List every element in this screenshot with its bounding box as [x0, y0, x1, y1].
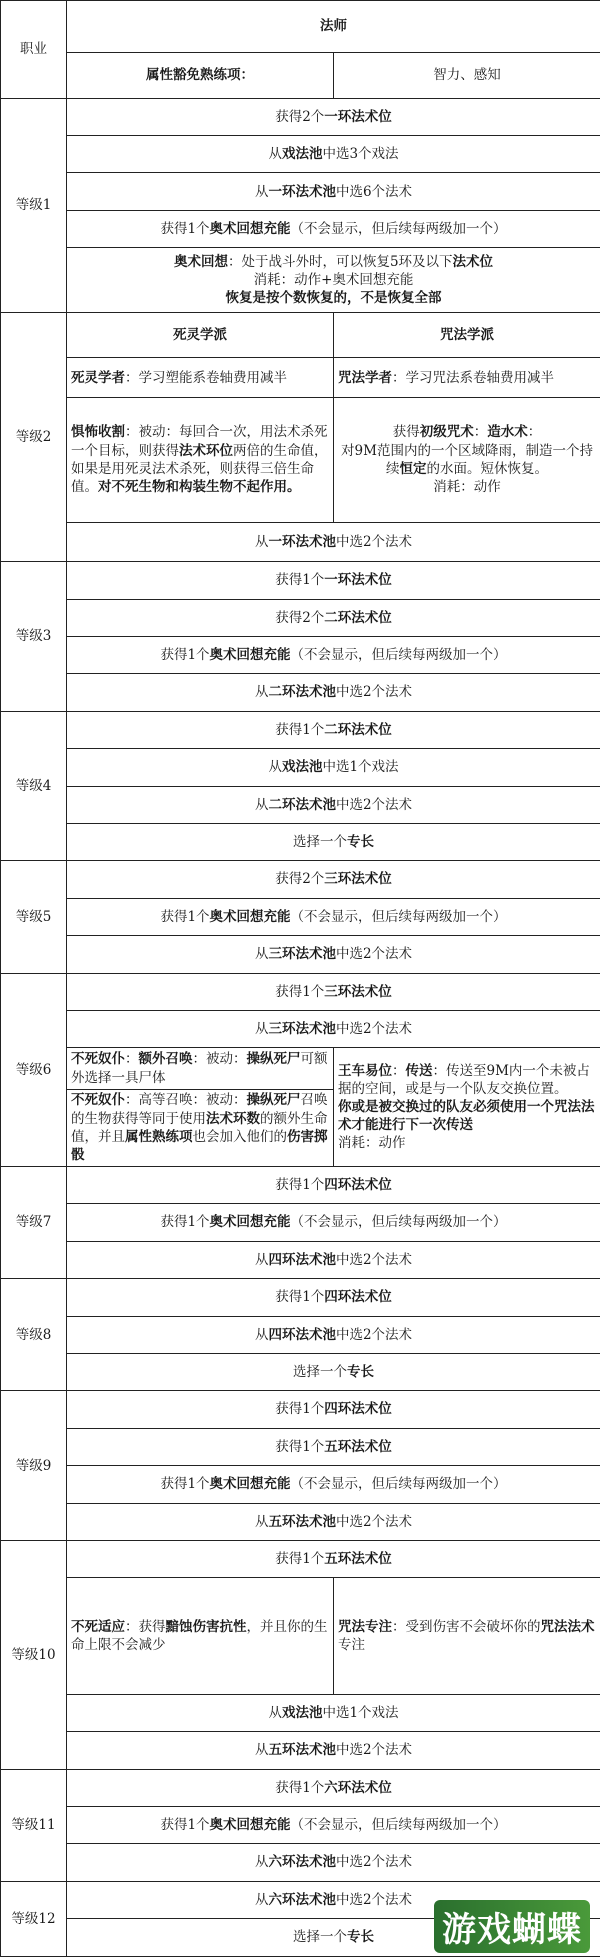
text: 中选2个法术 [335, 1891, 413, 1908]
text: ，并且你的生命上限不会减少 [71, 1618, 328, 1654]
bold-text: 咒法学者 [338, 369, 392, 386]
left-school-cell [67, 397, 334, 522]
bold-text: 戏法池 [281, 146, 323, 163]
level-row [1, 312, 600, 358]
bold-text: 四环法术池 [268, 1326, 336, 1343]
attribute-row [1, 52, 600, 98]
bold-text: 惧怖收割 [71, 424, 125, 441]
text: 获得1个 [275, 721, 325, 738]
level-row [1, 1166, 600, 1203]
left-school-cell [67, 1578, 334, 1694]
left-school-cell [67, 358, 334, 397]
feature-cell [67, 1732, 600, 1769]
level-label: 等级8 [1, 1279, 67, 1391]
text: 召唤的生物获得等同于使用 [71, 1092, 328, 1127]
level-row [1, 1428, 600, 1465]
text: 从 [254, 1021, 269, 1038]
text: ：传送至9M内一个未被占据的空间，或是与一个队友交换位置。 [338, 1062, 590, 1097]
bold-text: 二环法术位 [324, 721, 392, 738]
text: （不会显示，但后续每两级加一个） [290, 908, 507, 925]
bold-text: 操纵死尸 [246, 1051, 301, 1068]
bold-text: 伤害掷骰 [71, 1128, 328, 1164]
bold-text: 三环法术池 [268, 946, 336, 963]
text: 中选2个法术 [335, 796, 413, 813]
text: 中选2个法术 [335, 1742, 413, 1759]
text: 消耗：动作 [338, 1135, 406, 1152]
level-label: 等级5 [1, 861, 67, 973]
text: 获得1个 [160, 1476, 210, 1493]
text: 选择一个 [293, 1364, 347, 1380]
feature-cell [67, 98, 600, 135]
text: ： [473, 424, 488, 441]
text: 从 [254, 1326, 269, 1343]
text-line [71, 423, 329, 496]
text: 消耗：动作 [433, 479, 501, 495]
bold-text: 六环法术池 [268, 1854, 336, 1871]
text: 专注 [338, 1637, 365, 1654]
bold-text: 属性熟练项 [125, 1128, 193, 1145]
text: 获得1个 [160, 1817, 210, 1834]
feature-cell [67, 786, 600, 823]
level-row [1, 1391, 600, 1428]
feature-cell [67, 823, 600, 860]
level-row [1, 1578, 600, 1694]
bold-text: 法术位 [452, 253, 494, 270]
text: 从 [254, 1891, 269, 1908]
text: 中选2个法术 [335, 1021, 413, 1038]
text: 从 [254, 684, 269, 701]
text-line [338, 423, 596, 441]
level-row [1, 522, 600, 561]
text: ： [125, 1051, 139, 1068]
text: 中选3个戏法 [322, 146, 399, 163]
text: （不会显示，但后续每两级加一个） [290, 647, 507, 664]
feature-cell [67, 1011, 600, 1048]
text: 从 [268, 1704, 282, 1721]
level-row [1, 1806, 600, 1843]
level-row [1, 636, 600, 673]
level-row [1, 562, 600, 599]
text: 从 [254, 796, 269, 813]
level-row [1, 1694, 600, 1731]
bold-text: 咒法学派 [440, 326, 494, 343]
text: ：获得 [125, 1618, 166, 1635]
feature-cell [67, 1204, 600, 1241]
text-line [338, 326, 596, 344]
text: 获得1个 [275, 1779, 325, 1796]
bold-text: 四环法术位 [324, 1401, 392, 1418]
text: 从 [254, 533, 269, 550]
level-row [1, 136, 600, 173]
right-school-cell [334, 397, 600, 522]
feature-cell [67, 1844, 600, 1881]
bold-text: 王车易位 [338, 1062, 392, 1079]
bold-text: 恢复是按个数恢复的，不是恢复全部 [225, 290, 442, 307]
feature-cell [67, 1391, 600, 1428]
feature-cell [67, 173, 600, 210]
level-row [1, 1011, 600, 1048]
bold-text: 三环法术池 [268, 1021, 336, 1038]
bold-text: 额外召唤 [138, 1051, 193, 1068]
bold-text: 对不死生物和构装生物不起作用。 [98, 479, 301, 495]
class-title: 法师 [67, 1, 600, 53]
watermark-logo: 游戏蝴蝶 [434, 1900, 590, 1953]
text: 从 [254, 946, 269, 963]
bold-text: 四环法术池 [268, 1251, 336, 1268]
feature-cell [67, 1241, 600, 1278]
feature-cell [67, 1166, 600, 1203]
bold-text: 三环法术位 [324, 983, 392, 1000]
text: 获得1个 [275, 1551, 325, 1568]
level-row [1, 599, 600, 636]
text-line [71, 326, 329, 344]
level-row [1, 1353, 600, 1390]
text: 获得1个 [160, 1214, 210, 1231]
feature-cell [67, 636, 600, 673]
text-line [71, 369, 329, 387]
feature-cell [67, 1428, 600, 1465]
level-row [1, 1540, 600, 1577]
text: 从 [254, 1513, 269, 1530]
text: 从 [254, 183, 269, 200]
feature-cell [67, 749, 600, 786]
level-row [1, 98, 600, 135]
feature-cell [67, 136, 600, 173]
text-line [338, 478, 596, 496]
feature-cell [67, 711, 600, 748]
text: 的额外生命值，并且 [71, 1110, 328, 1145]
bold-text: 操纵死尸 [246, 1092, 301, 1109]
text: 中选1个戏法 [322, 1704, 399, 1721]
bold-text: 不死奴仆 [71, 1092, 125, 1109]
text: 可额外选择一具尸体 [71, 1051, 328, 1086]
feature-cell [67, 522, 600, 561]
text: ：处于战斗外时，可以恢复5环及以下 [227, 253, 453, 270]
text-line [71, 1618, 329, 1654]
text-line [71, 253, 596, 271]
level-row [1, 1241, 600, 1278]
text: 选择一个 [293, 834, 347, 851]
text: 获得1个 [160, 647, 210, 664]
bold-text: 法术环位 [179, 442, 233, 459]
bold-text: 一环法术位 [324, 572, 392, 589]
text: ：高等召唤：被动： [125, 1092, 247, 1109]
text: 从 [254, 1742, 269, 1759]
feature-cell [67, 1769, 600, 1806]
feature-cell [67, 898, 600, 935]
left-school-cell [67, 1089, 334, 1166]
feature-cell [67, 1694, 600, 1731]
text: ：学习塑能系卷轴费用减半 [125, 369, 287, 386]
text-line [71, 1091, 329, 1164]
column-label-class: 职业 [1, 1, 67, 99]
right-school-cell [334, 1578, 600, 1694]
text: ： [527, 424, 542, 441]
text-line [338, 442, 596, 478]
text: （不会显示，但后续每两级加一个） [290, 220, 507, 237]
bold-text: 戏法池 [281, 1704, 323, 1721]
text: （不会显示，但后续每两级加一个） [290, 1476, 507, 1493]
bold-text: 二环法术位 [324, 609, 392, 626]
level-label: 等级1 [1, 98, 67, 312]
bold-text: 不死奴仆 [71, 1051, 125, 1068]
level-label: 等级6 [1, 973, 67, 1166]
text: ：受到伤害不会破坏你的 [392, 1618, 541, 1635]
level-row [1, 397, 600, 522]
attribute-label: 属性豁免熟练项： [67, 52, 334, 98]
level-row [1, 173, 600, 210]
text: ： [392, 1062, 406, 1079]
attribute-value: 智力、感知 [334, 52, 600, 98]
level-row [1, 1503, 600, 1540]
bold-text: 三环法术位 [324, 871, 392, 888]
level-row [1, 210, 600, 247]
bold-text: 专长 [347, 1929, 374, 1946]
level-row [1, 973, 600, 1010]
level-row [1, 823, 600, 860]
feature-cell [67, 1316, 600, 1353]
text: 获得1个 [275, 1176, 325, 1193]
text: ：被动：每回合一次，用法术杀死一个目标，则获得 [71, 424, 328, 459]
text: 获得1个 [275, 1289, 325, 1306]
text: 的水面。短休恢复。 [426, 460, 548, 477]
text: 获得1个 [160, 908, 210, 925]
text: 从 [268, 759, 282, 776]
level-row [1, 1279, 600, 1316]
level-row [1, 898, 600, 935]
text: ：学习咒法系卷轴费用减半 [392, 369, 554, 386]
text: 选择一个 [293, 1929, 347, 1946]
text: 中选2个法术 [335, 684, 413, 701]
text: 中选1个戏法 [322, 759, 399, 776]
text: 中选6个法术 [335, 183, 413, 200]
level-label: 等级4 [1, 711, 67, 861]
bold-text: 五环法术池 [268, 1513, 336, 1530]
text: 中选2个法术 [335, 1251, 413, 1268]
level-row [1, 1769, 600, 1806]
bold-text: 二环法术池 [268, 684, 336, 701]
level-label: 等级10 [1, 1540, 67, 1769]
text: 中选2个法术 [335, 1326, 413, 1343]
level-label: 等级12 [1, 1881, 67, 1956]
bold-text: 造水术 [487, 424, 528, 441]
bold-text: 专长 [347, 834, 374, 851]
level-row [1, 936, 600, 973]
right-school-cell [334, 312, 600, 358]
bold-text: 初级咒术 [419, 424, 474, 441]
bold-text: 奥术回想充能 [209, 1214, 291, 1231]
feature-cell [67, 1503, 600, 1540]
feature-cell [67, 936, 600, 973]
bold-text: 法术环数 [206, 1110, 260, 1127]
text: 从 [254, 1854, 269, 1871]
level-label: 等级9 [1, 1391, 67, 1541]
bold-text: 一环法术位 [324, 108, 392, 125]
text: 获得1个 [275, 572, 325, 589]
level-row [1, 674, 600, 711]
text: 从 [254, 1251, 269, 1268]
level-row [1, 1844, 600, 1881]
text: 中选2个法术 [335, 946, 413, 963]
level-row [1, 248, 600, 312]
bold-text: 一环法术池 [268, 533, 336, 550]
text: 获得1个 [275, 1438, 325, 1455]
feature-cell [67, 599, 600, 636]
text: （不会显示，但后续每两级加一个） [290, 1817, 507, 1834]
text-line [338, 369, 596, 387]
table-body [1, 1, 600, 1957]
text: 获得2个 [275, 871, 325, 888]
bold-text: 奥术回想充能 [209, 220, 291, 237]
text: 获得2个 [275, 108, 325, 125]
level-label: 等级11 [1, 1769, 67, 1881]
bold-text: 传送 [405, 1062, 433, 1079]
text: 获得1个 [275, 983, 325, 1000]
level-row [1, 1048, 600, 1090]
bold-text: 恒定 [399, 460, 427, 477]
feature-cell [67, 1540, 600, 1577]
bold-text: 咒法专注 [338, 1618, 392, 1635]
feature-cell [67, 1806, 600, 1843]
bold-text: 四环法术位 [324, 1289, 392, 1306]
feature-cell [67, 1466, 600, 1503]
level-row [1, 1316, 600, 1353]
bold-text: 奥术回想充能 [209, 908, 291, 925]
bold-text: 黯蚀伤害抗性 [165, 1618, 247, 1635]
text: 从 [268, 146, 282, 163]
feature-cell [67, 674, 600, 711]
text: ：被动： [192, 1051, 247, 1068]
bold-text: 五环法术位 [324, 1551, 392, 1568]
bold-text: 专长 [347, 1364, 374, 1380]
bold-text: 不死适应 [71, 1618, 125, 1635]
text: 两倍的生命值，如果是用死灵法术杀死，则获得三倍生命值。 [71, 442, 328, 495]
text-line [338, 1098, 596, 1134]
bold-text: 四环法术位 [324, 1176, 392, 1193]
feature-cell [67, 248, 600, 312]
text: 中选2个法术 [335, 1513, 413, 1530]
bold-text: 六环法术位 [324, 1779, 392, 1796]
feature-cell [67, 973, 600, 1010]
level-row [1, 711, 600, 748]
feature-cell [67, 861, 600, 898]
level-row [1, 786, 600, 823]
text: 对9M范围内的一个区域降雨，制造一个持续 [341, 442, 593, 477]
bold-text: 六环法术池 [268, 1891, 336, 1908]
bold-text: 奥术回想充能 [209, 1476, 291, 1493]
bold-text: 五环法术位 [324, 1438, 392, 1455]
feature-cell [67, 562, 600, 599]
bold-text: 奥术回想充能 [209, 1817, 291, 1834]
level-row [1, 861, 600, 898]
text-line [338, 1618, 596, 1654]
text-line [338, 1062, 596, 1098]
bold-text: 你或是被交换过的队友必须使用一个咒法法术才能进行下一次传送 [338, 1099, 595, 1134]
text: （不会显示，但后续每两级加一个） [290, 1214, 507, 1231]
text: 中选2个法术 [335, 1854, 413, 1871]
feature-cell [67, 210, 600, 247]
level-label: 等级7 [1, 1166, 67, 1278]
bold-text: 死灵学派 [173, 326, 227, 343]
left-school-cell [67, 312, 334, 358]
bold-text: 五环法术池 [268, 1742, 336, 1759]
level-row [1, 1732, 600, 1769]
bold-text: 咒法法术 [540, 1618, 595, 1635]
text: 获得 [392, 424, 420, 441]
text: 获得1个 [275, 1401, 325, 1418]
text: 消耗：动作+奥术回想充能 [253, 271, 414, 288]
bold-text: 二环法术池 [268, 796, 336, 813]
level-row [1, 358, 600, 397]
bold-text: 奥术回想 [173, 253, 228, 270]
text: 中选2个法术 [335, 533, 413, 550]
text-line [338, 1134, 596, 1152]
bold-text: 一环法术池 [268, 183, 336, 200]
level-row [1, 1204, 600, 1241]
left-school-cell [67, 1048, 334, 1090]
right-school-cell [334, 1048, 600, 1166]
level-label: 等级2 [1, 312, 67, 561]
bold-text: 死灵学者 [71, 369, 125, 386]
level-row [1, 749, 600, 786]
bold-text: 戏法池 [281, 759, 323, 776]
text: 获得2个 [275, 609, 325, 626]
bold-text: 奥术回想充能 [209, 647, 291, 664]
level-label: 等级3 [1, 562, 67, 712]
header-row [1, 1, 600, 53]
text-line [71, 1050, 329, 1086]
level-row [1, 1466, 600, 1503]
text-line [71, 271, 596, 289]
text: 也会加入他们的 [192, 1128, 287, 1145]
text: 获得1个 [160, 220, 210, 237]
right-school-cell [334, 358, 600, 397]
feature-cell [67, 1353, 600, 1390]
text-line [71, 289, 596, 307]
feature-cell [67, 1279, 600, 1316]
